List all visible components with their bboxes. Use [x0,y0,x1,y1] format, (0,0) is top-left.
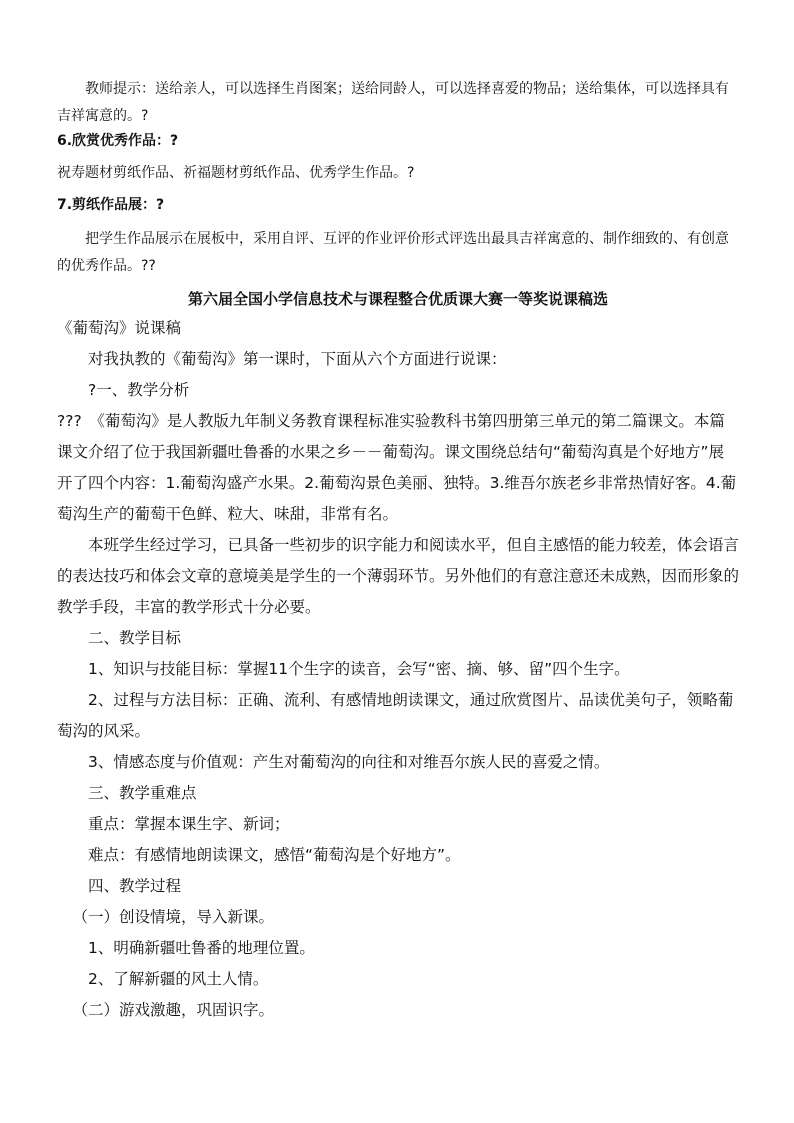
contest-title: 第六届全国小学信息技术与课程整合优质课大赛一等奖说课稿选 [187,290,608,308]
goal-emotion: 3、情感态度与价值观：产生对葡萄沟的向往和对维吾尔族人民的喜爱之情。 [88,753,610,771]
process-step-1-item-2: 2、了解新疆的风土人情。 [88,970,269,988]
lesson-title: 《葡萄沟》说课稿 [57,319,182,337]
section-teaching-process: 四、教学过程 [88,877,182,895]
intro-paragraph: 对我执教的《葡萄沟》第一课时，下面从六个方面进行说课： [88,350,507,368]
heading-exhibition: 7.剪纸作品展：? [57,197,165,213]
teacher-tip: 教师提示：送给亲人，可以选择生肖图案；送给同龄人，可以选择喜爱的物品；送给集体，可以选择具有吉祥寓意的。? [57,81,729,124]
key-point: 重点：掌握本课生字、新词； [88,815,290,833]
paragraph-appreciate-works: 祝寿题材剪纸作品、祈福题材剪纸作品、优秀学生作品。? [57,165,415,181]
goal-process: 2、过程与方法目标：正确、流利、有感情地朗读课文，通过欣赏图片、品读优美句子，领略葡萄沟的风采。 [57,691,734,740]
goal-knowledge: 1、知识与技能目标：掌握11个生字的读音，会写“密、摘、够、留”四个生字。 [88,660,630,678]
analysis-paragraph-2: 本班学生经过学习，已具备一些初步的识字能力和阅读水平，但自主感悟的能力较差，体会语言的表达技巧和体会文章的意境美是学生的一个薄弱环节。另外他们的有意注意还未成熟，因而形象的教学手段，丰富的教学形式十分必要。 [57,536,740,616]
process-step-1: （一）创设情境，导入新课。 [72,908,275,926]
analysis-paragraph-1: ??? 《葡萄沟》是人教版九年制义务教育课程标准实验教科书第四册第三单元的第二篇课文。本篇课文介绍了位于我国新疆吐鲁番的水果之乡－－葡萄沟。课文围绕总结句“葡萄沟真是个好地方”展开了四个内容：1.葡萄沟盛产水果。2.葡萄沟景色美丽、独特。3.维吾尔族老乡非常热情好客。4.葡萄沟生产的葡萄干色鲜、粒大、味甜，非常有名。 [57,412,737,523]
section-teaching-analysis: ?一、教学分析 [88,381,190,399]
heading-appreciate-works: 6.欣赏优秀作品：? [57,133,179,149]
section-teaching-goals: 二、教学目标 [88,629,182,647]
process-step-1-item-1: 1、明确新疆吐鲁番的地理位置。 [88,939,315,957]
section-key-points: 三、教学重难点 [88,784,197,802]
difficult-point: 难点：有感情地朗读课文，感悟“葡萄沟是个好地方”。 [88,846,461,864]
paragraph-exhibition: 把学生作品展示在展板中，采用自评、互评的作业评价形式评选出最具吉祥寓意的、制作细致的、有创意的优秀作品。?? [57,231,729,274]
process-step-2: （二）游戏激趣，巩固识字。 [72,1001,275,1019]
